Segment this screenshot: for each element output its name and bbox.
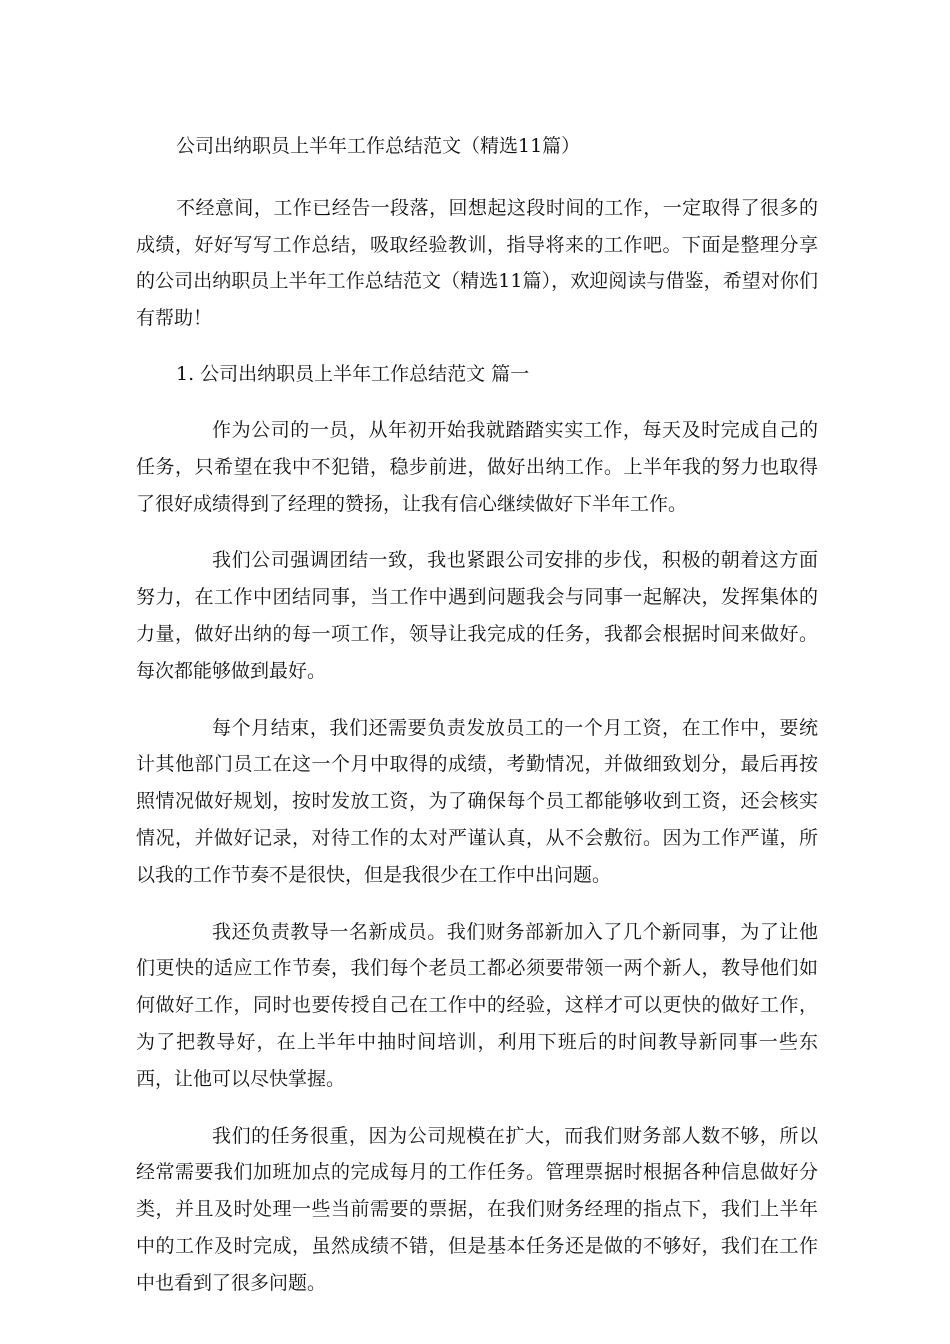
body-paragraph-2: 我们公司强调团结一致，我也紧跟公司安排的步伐，积极的朝着这方面努力，在工作中团结同事，当工作中遇到问题我会与同事一起解决，发挥集体的力量，做好出纳的每一项工作，领导让我完成的任务，我都会根据时间来做好。每次都能够做到最好。 <box>136 549 818 682</box>
document-body <box>136 128 818 1322</box>
body-paragraph-1: 作为公司的一员，从年初开始我就踏踏实实工作，每天及时完成自己的任务，只希望在我中不犯错，稳步前进，做好出纳工作。上半年我的努力也取得了很好成绩得到了经理的赞扬，让我有信心继续做好下半年工作。 <box>136 419 818 515</box>
body-paragraph-5: 我们的任务很重，因为公司规模在扩大，而我们财务部人数不够，所以经常需要我们加班加点的完成每月的工作任务。管理票据时根据各种信息做好分类，并且及时处理一些当前需要的票据，在我们财务经理的指点下，我们上半年中的工作及时完成，虽然成绩不错，但是基本任务还是做的不够好，我们在工作中也看到了很多问题。 <box>136 1124 818 1294</box>
intro-paragraph: 不经意间，工作已经告一段落，回想起这段时间的工作，一定取得了很多的成绩，好好写写工作总结，吸取经验教训，指导将来的工作吧。下面是整理分享的公司出纳职员上半年工作总结范文（精选11篇），欢迎阅读与借鉴，希望对你们有帮助！ <box>136 197 818 329</box>
body-paragraph-3: 每个月结束，我们还需要负责发放员工的一个月工资，在工作中，要统计其他部门员工在这一个月中取得的成绩，考勤情况，并做细致划分，最后再按照情况做好规划，按时发放工资，为了确保每个员工都能够收到工资，还会核实情况，并做好记录，对待工作的太对严谨认真，从不会敷衍。因为工作严谨，所以我的工作节奏不是很快，但是我很少在工作中出问题。 <box>136 716 818 886</box>
document-title: 公司出纳职员上半年工作总结范文（精选11篇） <box>176 135 581 157</box>
section-heading: 1. 公司出纳职员上半年工作总结范文 篇一 <box>176 363 530 385</box>
body-paragraph-4: 我还负责教导一名新成员。我们财务部新加入了几个新同事，为了让他们更快的适应工作节奏，我们每个老员工都必须要带领一两个新人，教导他们如何做好工作，同时也要传授自己在工作中的经验，这样才可以更快的做好工作，为了把教导好，在上半年中抽时间培训，利用下班后的时间教导新同事一些东西，让他可以尽快掌握。 <box>136 920 818 1090</box>
